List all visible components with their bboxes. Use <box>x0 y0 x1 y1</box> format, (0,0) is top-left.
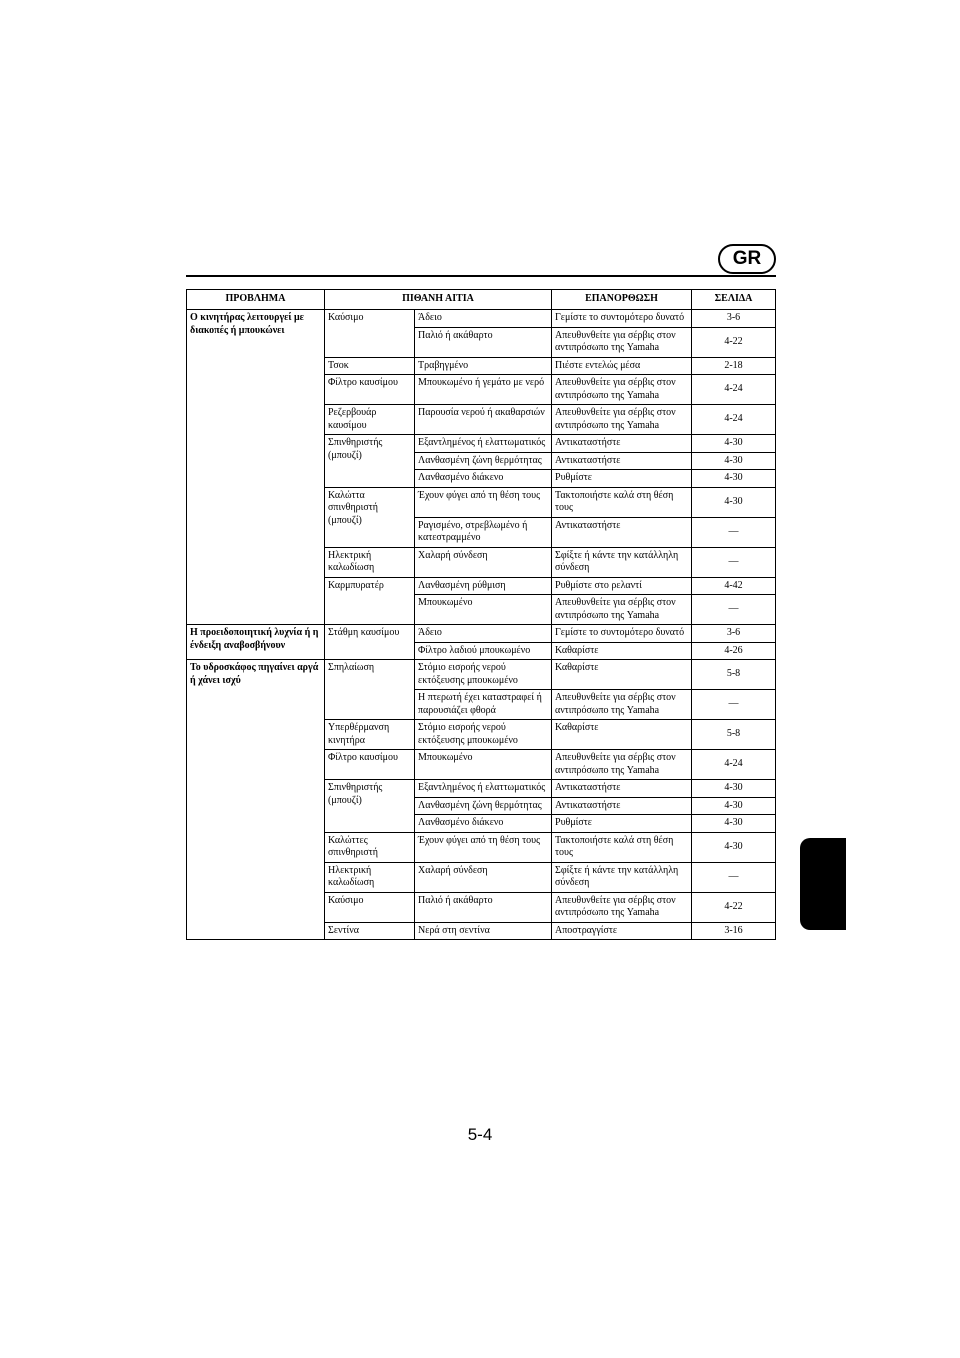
problem-cell: Ο κινητήρας λειτουργεί με διακοπές ή μπουκώνει <box>187 310 325 625</box>
header-rule <box>186 275 776 277</box>
remedy-cell: Καθαρίστε <box>552 720 692 750</box>
header-cause: ΠΙΘΑΝΗ ΑΙΤΙΑ <box>325 290 552 310</box>
page-ref-cell: 2-18 <box>692 357 776 375</box>
cause-detail-cell: Λανθασμένη ζώνη θερμότητας <box>415 452 552 470</box>
language-badge-label: GR <box>732 248 762 269</box>
page-number: 5-4 <box>467 1125 493 1144</box>
cause-detail-cell: Παλιό ή ακάθαρτο <box>415 327 552 357</box>
cause-detail-cell: Λανθασμένη ζώνη θερμότητας <box>415 797 552 815</box>
remedy-cell: Πιέστε εντελώς μέσα <box>552 357 692 375</box>
cause-category-cell: Σπινθηριστής (μπουζί) <box>325 435 415 488</box>
cause-detail-cell: Στόμιο εισροής νερού εκτόξευσης μπουκωμένο <box>415 660 552 690</box>
cause-category-cell: Σπινθηριστής (μπουζί) <box>325 780 415 833</box>
header-remedy: ΕΠΑΝΟΡΘΩΣΗ <box>552 290 692 310</box>
chapter-tab <box>800 838 846 930</box>
page-ref-cell: 3-6 <box>692 310 776 328</box>
page-ref-cell: 4-42 <box>692 577 776 595</box>
language-badge <box>718 244 776 274</box>
cause-detail-cell: Εξαντλημένος ή ελαττωματικός <box>415 435 552 453</box>
page-ref-cell: 4-30 <box>692 780 776 798</box>
remedy-cell: Σφίξτε ή κάντε την κατάλληλη σύνδεση <box>552 547 692 577</box>
page-ref-cell: 4-30 <box>692 452 776 470</box>
cause-category-cell: Υπερθέρμανση κινητήρα <box>325 720 415 750</box>
cause-category-cell: Τσοκ <box>325 357 415 375</box>
cause-detail-cell: Μπουκωμένο <box>415 595 552 625</box>
cause-category-cell: Στάθμη καυσίμου <box>325 625 415 660</box>
cause-category-cell: Ηλεκτρική καλωδίωση <box>325 547 415 577</box>
remedy-cell: Γεμίστε το συντομότερο δυνατό <box>552 625 692 643</box>
page-ref-cell: 4-30 <box>692 487 776 517</box>
page-ref-cell: 4-26 <box>692 642 776 660</box>
remedy-cell: Απευθυνθείτε για σέρβις στον αντιπρόσωπο της Yamaha <box>552 892 692 922</box>
cause-category-cell: Σπηλαίωση <box>325 660 415 720</box>
remedy-cell: Αντικαταστήστε <box>552 517 692 547</box>
page-ref-cell: 4-24 <box>692 750 776 780</box>
cause-detail-cell: Έχουν φύγει από τη θέση τους <box>415 487 552 517</box>
header-problem: ΠΡΟΒΛΗΜΑ <box>187 290 325 310</box>
remedy-cell: Αποστραγγίστε <box>552 922 692 940</box>
cause-detail-cell: Στόμιο εισροής νερού εκτόξευσης μπουκωμένο <box>415 720 552 750</box>
cause-category-cell: Καύσιμο <box>325 892 415 922</box>
page-ref-cell: 4-30 <box>692 832 776 862</box>
remedy-cell: Αντικαταστήστε <box>552 797 692 815</box>
remedy-cell: Ρυθμίστε <box>552 815 692 833</box>
cause-detail-cell: Λανθασμένη ρύθμιση <box>415 577 552 595</box>
table-row <box>187 625 776 643</box>
remedy-cell: Απευθυνθείτε για σέρβις στον αντιπρόσωπο της Yamaha <box>552 690 692 720</box>
cause-category-cell: Ρεζερβουάρ καυσίμου <box>325 405 415 435</box>
remedy-cell: Σφίξτε ή κάντε την κατάλληλη σύνδεση <box>552 862 692 892</box>
page-ref-cell: 4-30 <box>692 797 776 815</box>
table-row <box>187 310 776 328</box>
page-ref-cell: 4-30 <box>692 470 776 488</box>
table-header-row <box>187 290 776 310</box>
remedy-cell: Απευθυνθείτε για σέρβις στον αντιπρόσωπο της Yamaha <box>552 327 692 357</box>
cause-category-cell: Καύσιμο <box>325 310 415 358</box>
remedy-cell: Απευθυνθείτε για σέρβις στον αντιπρόσωπο της Yamaha <box>552 595 692 625</box>
page-ref-cell: 4-30 <box>692 815 776 833</box>
cause-category-cell: Σεντίνα <box>325 922 415 940</box>
cause-detail-cell: Έχουν φύγει από τη θέση τους <box>415 832 552 862</box>
remedy-cell: Γεμίστε το συντομότερο δυνατό <box>552 310 692 328</box>
header-page: ΣΕΛΙΔΑ <box>692 290 776 310</box>
page-ref-cell: — <box>692 595 776 625</box>
cause-detail-cell: Άδειο <box>415 625 552 643</box>
remedy-cell: Ρυθμίστε <box>552 470 692 488</box>
cause-detail-cell: Εξαντλημένος ή ελαττωματικός <box>415 780 552 798</box>
page-ref-cell: — <box>692 690 776 720</box>
cause-detail-cell: Τραβηγμένο <box>415 357 552 375</box>
remedy-cell: Τακτοποιήστε καλά στη θέση τους <box>552 832 692 862</box>
cause-detail-cell: Παρουσία νερού ή ακαθαρσιών <box>415 405 552 435</box>
cause-detail-cell: Φίλτρο λαδιού μπουκωμένο <box>415 642 552 660</box>
page-ref-cell: 3-16 <box>692 922 776 940</box>
remedy-cell: Αντικαταστήστε <box>552 452 692 470</box>
page-ref-cell: 4-24 <box>692 405 776 435</box>
page-ref-cell: 4-30 <box>692 435 776 453</box>
page-ref-cell: 5-8 <box>692 720 776 750</box>
remedy-cell: Τακτοποιήστε καλά στη θέση τους <box>552 487 692 517</box>
cause-category-cell: Φίλτρο καυσίμου <box>325 750 415 780</box>
remedy-cell: Ρυθμίστε στο ρελαντί <box>552 577 692 595</box>
problem-cell: Η προειδοποιητική λυχνία ή η ένδειξη αναβοσβήνουν <box>187 625 325 660</box>
cause-detail-cell: Λανθασμένο διάκενο <box>415 470 552 488</box>
cause-detail-cell: Παλιό ή ακάθαρτο <box>415 892 552 922</box>
cause-detail-cell: Χαλαρή σύνδεση <box>415 547 552 577</box>
cause-category-cell: Ηλεκτρική καλωδίωση <box>325 862 415 892</box>
cause-detail-cell: Άδειο <box>415 310 552 328</box>
table-row <box>187 660 776 690</box>
page-ref-cell: 5-8 <box>692 660 776 690</box>
remedy-cell: Απευθυνθείτε για σέρβις στον αντιπρόσωπο της Yamaha <box>552 375 692 405</box>
page-ref-cell: 4-24 <box>692 375 776 405</box>
remedy-cell: Καθαρίστε <box>552 660 692 690</box>
problem-cell: Το υδροσκάφος πηγαίνει αργά ή χάνει ισχύ <box>187 660 325 940</box>
remedy-cell: Αντικαταστήστε <box>552 780 692 798</box>
cause-detail-cell: Μπουκωμένο <box>415 750 552 780</box>
cause-category-cell: Καλώττες σπινθηριστή <box>325 832 415 862</box>
cause-category-cell: Καλώττα σπινθηριστή (μπουζί) <box>325 487 415 547</box>
page-ref-cell: — <box>692 862 776 892</box>
cause-detail-cell: Νερά στη σεντίνα <box>415 922 552 940</box>
cause-category-cell: Φίλτρο καυσίμου <box>325 375 415 405</box>
remedy-cell: Απευθυνθείτε για σέρβις στον αντιπρόσωπο της Yamaha <box>552 405 692 435</box>
troubleshooting-table <box>186 289 776 940</box>
cause-detail-cell: Ραγισμένο, στρεβλωμένο ή κατεστραμμένο <box>415 517 552 547</box>
cause-detail-cell: Μπουκωμένο ή γεμάτο με νερό <box>415 375 552 405</box>
page-ref-cell: — <box>692 547 776 577</box>
page-ref-cell: 3-6 <box>692 625 776 643</box>
table-body <box>187 310 776 940</box>
page-ref-cell: 4-22 <box>692 327 776 357</box>
cause-detail-cell: Λανθασμένο διάκενο <box>415 815 552 833</box>
remedy-cell: Καθαρίστε <box>552 642 692 660</box>
cause-detail-cell: Η πτερωτή έχει καταστραφεί ή παρουσιάζει φθορά <box>415 690 552 720</box>
cause-detail-cell: Χαλαρή σύνδεση <box>415 862 552 892</box>
remedy-cell: Απευθυνθείτε για σέρβις στον αντιπρόσωπο της Yamaha <box>552 750 692 780</box>
cause-category-cell: Καρμπυρατέρ <box>325 577 415 625</box>
remedy-cell: Αντικαταστήστε <box>552 435 692 453</box>
page-ref-cell: — <box>692 517 776 547</box>
page-ref-cell: 4-22 <box>692 892 776 922</box>
